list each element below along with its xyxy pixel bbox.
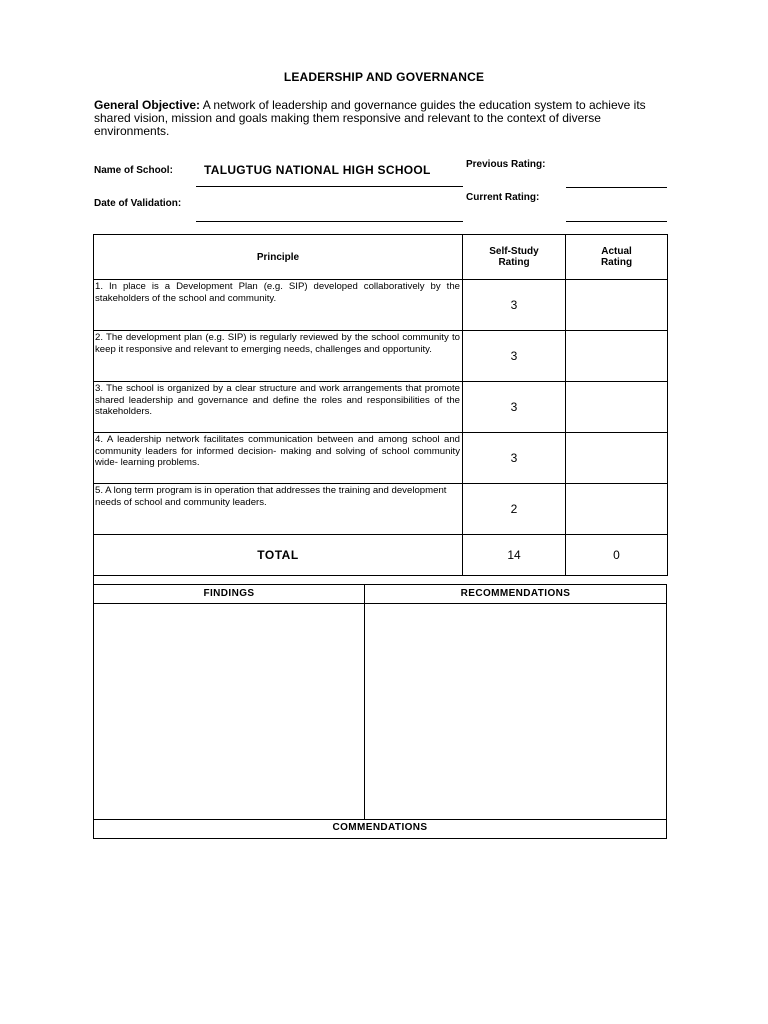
actual-rating-header: Actual Rating [566,235,668,280]
principle-text: 1. In place is a Development Plan (e.g. SIP) developed collaboratively by the stakeholders of the school and community. [94,280,463,331]
actual-rating[interactable] [566,382,668,433]
total-row [94,535,668,576]
current-rating-label: Current Rating: [466,192,540,203]
principle-text: 3. The school is organized by a clear structure and work arrangements that promote shared leadership and governance and define the roles and responsibilities of the stakeholders. [94,382,463,433]
self-study-rating[interactable]: 3 [463,382,566,433]
actual-rating[interactable] [566,280,668,331]
principle-text: 4. A leadership network facilitates communication between and among school and community leaders for informed decision- making and solving of school community wide- learning problems. [94,433,463,484]
left-connector-line [93,573,94,584]
previous-rating-line [566,187,667,188]
school-name-line [196,186,463,187]
table-row [94,484,668,535]
findings-header-divider [93,603,667,604]
table-row [94,433,668,484]
page-title: LEADERSHIP AND GOVERNANCE [283,70,485,84]
general-objective [94,99,670,138]
date-validation-line [196,221,463,222]
self-study-rating[interactable]: 3 [463,433,566,484]
self-study-rating[interactable]: 3 [463,331,566,382]
school-name-value[interactable]: TALUGTUG NATIONAL HIGH SCHOOL [204,163,431,177]
self-study-header: Self-Study Rating [463,235,566,280]
objective-label: General Objective: [94,98,201,112]
total-label: TOTAL [94,535,463,576]
total-self-study: 14 [463,535,566,576]
commendations-divider [93,819,667,820]
table-row [94,382,668,433]
findings-column-divider [364,584,365,819]
table-row [94,331,668,382]
school-name-label: Name of School: [94,165,173,176]
total-actual: 0 [566,535,668,576]
recommendations-header: RECOMMENDATIONS [460,588,571,599]
previous-rating-label: Previous Rating: [466,159,546,170]
objective-text: A network of leadership and governance guides the education system to achieve its shared vision, mission and goals making them responsive and relevant to the context of diverse environments. [94,98,646,138]
principles-table [93,234,668,576]
table-row [94,280,668,331]
findings-header: FINDINGS [203,588,255,599]
self-study-rating[interactable]: 3 [463,280,566,331]
findings-area[interactable] [95,605,363,818]
table-header-row [94,235,668,280]
commendations-header: COMMENDATIONS [332,822,428,833]
principle-header: Principle [94,235,463,280]
recommendations-area[interactable] [366,605,665,818]
actual-rating[interactable] [566,433,668,484]
principle-text: 5. A long term program is in operation that addresses the training and development needs of school and community leaders. [94,484,463,535]
self-study-rating[interactable]: 2 [463,484,566,535]
current-rating-line [566,221,667,222]
date-validation-label: Date of Validation: [94,198,182,209]
principle-text: 2. The development plan (e.g. SIP) is regularly reviewed by the school community to keep it responsive and relevant to emerging needs, challenges and opportunity. [94,331,463,382]
actual-rating[interactable] [566,331,668,382]
actual-rating[interactable] [566,484,668,535]
